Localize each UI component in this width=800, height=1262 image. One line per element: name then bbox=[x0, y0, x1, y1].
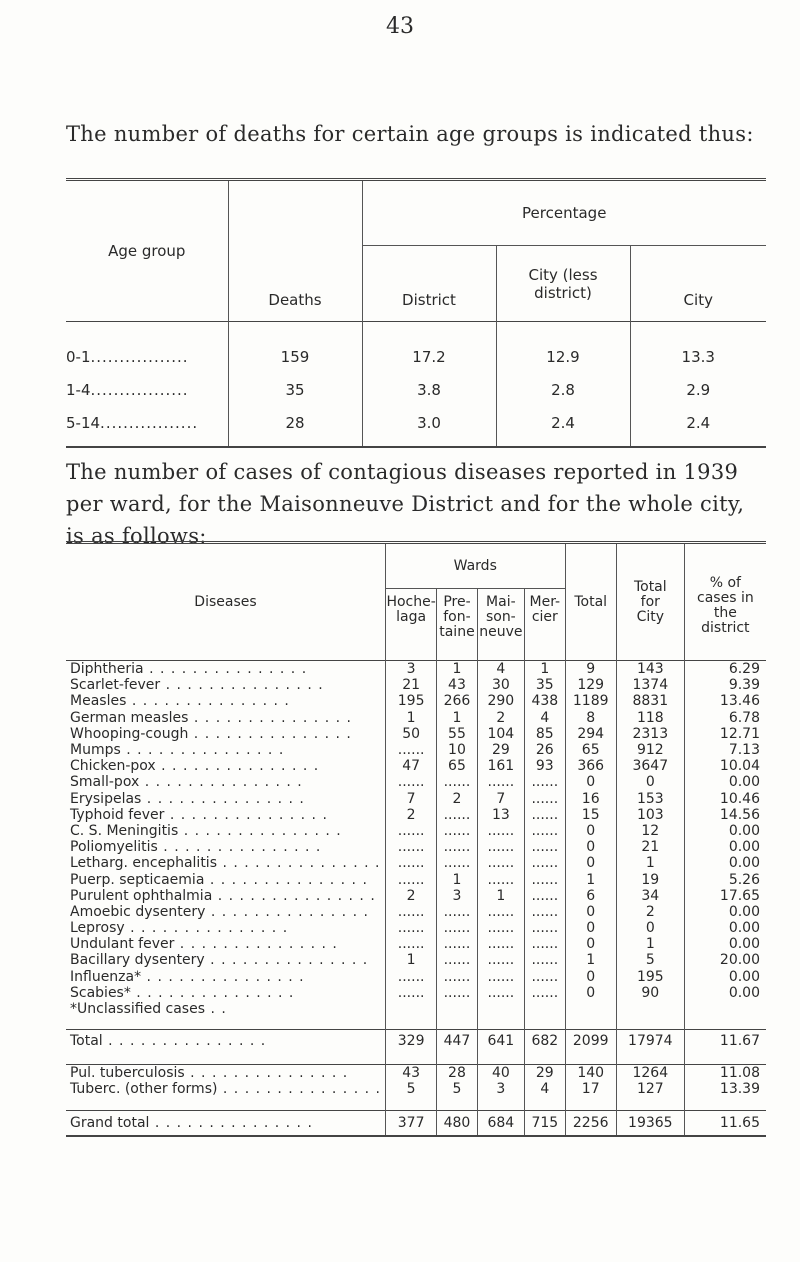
dot-leader: ................. bbox=[90, 381, 189, 399]
disease-row bbox=[66, 710, 766, 726]
hochelaga-cell: 47 bbox=[385, 758, 436, 774]
total-city-cell: 103 bbox=[616, 807, 684, 823]
total-cell: 129 bbox=[565, 677, 616, 693]
total-cell: 0 bbox=[565, 904, 616, 920]
mercier-cell: 85 bbox=[525, 726, 565, 742]
prefontaine-cell: 1 bbox=[437, 871, 477, 887]
hochelaga-cell: 1 bbox=[385, 952, 436, 968]
total-cell: 17 bbox=[565, 1081, 616, 1097]
disease-name-cell: Diphtheria . . . . . . . . . . . . . . . bbox=[70, 661, 308, 678]
total-cell: 16 bbox=[565, 791, 616, 807]
mercier-cell: 26 bbox=[525, 742, 565, 758]
hochelaga-cell: 2 bbox=[385, 807, 436, 823]
pct-district-cell: 12.71 bbox=[684, 726, 766, 742]
total-cell: 0 bbox=[565, 969, 616, 985]
prefontaine-cell: 5 bbox=[437, 1081, 477, 1097]
pct-district-cell: 6.78 bbox=[684, 710, 766, 726]
hochelaga-cell: ...... bbox=[385, 774, 436, 790]
maisonneuve-cell: 4 bbox=[477, 661, 524, 678]
disease-row bbox=[66, 952, 766, 968]
header-age-group: Age group bbox=[108, 242, 186, 260]
total-city-cell: 2 bbox=[616, 904, 684, 920]
maisonneuve-cell: 40 bbox=[477, 1065, 524, 1082]
pct-district-cell: 11.67 bbox=[684, 1030, 766, 1053]
disease-row bbox=[66, 855, 766, 871]
district-pct-cell: 17.2 bbox=[362, 322, 496, 367]
maisonneuve-cell: 1 bbox=[477, 888, 524, 904]
header-district: District bbox=[362, 246, 496, 322]
city-less-district-pct-cell: 2.4 bbox=[496, 399, 630, 447]
header-mercier: Mer-cier bbox=[525, 589, 565, 661]
maisonneuve-cell: ...... bbox=[477, 920, 524, 936]
hochelaga-cell: 21 bbox=[385, 677, 436, 693]
prefontaine-cell: ...... bbox=[437, 985, 477, 1001]
hochelaga-cell: ...... bbox=[385, 920, 436, 936]
mercier-cell: ...... bbox=[525, 985, 565, 1001]
header-total: Total bbox=[565, 543, 616, 661]
disease-name-cell: Puerp. septicaemia . . . . . . . . . . . . . . . bbox=[70, 871, 368, 888]
mercier-cell: ...... bbox=[525, 839, 565, 855]
hochelaga-cell: ...... bbox=[385, 985, 436, 1001]
total-cell: 0 bbox=[565, 839, 616, 855]
pct-district-cell: 0.00 bbox=[684, 936, 766, 952]
prefontaine-cell: 2 bbox=[437, 791, 477, 807]
header-wards: Wards bbox=[385, 543, 565, 589]
mercier-cell: 29 bbox=[525, 1065, 565, 1082]
dot-leader: . . . . . . . . . . . . . . . bbox=[126, 693, 290, 710]
prefontaine-cell: ...... bbox=[437, 855, 477, 871]
total-cell: 6 bbox=[565, 888, 616, 904]
deaths-cell: 28 bbox=[228, 399, 362, 447]
disease-name-cell: Total . . . . . . . . . . . . . . . bbox=[66, 1030, 385, 1053]
total-city-cell: 143 bbox=[616, 661, 684, 678]
dot-leader: . . . . . . . . . . . . . . . bbox=[102, 1033, 267, 1050]
age-group-deaths-table bbox=[66, 178, 766, 448]
hochelaga-cell: ...... bbox=[385, 839, 436, 855]
hochelaga-cell: ...... bbox=[385, 742, 436, 758]
pct-district-cell: 17.65 bbox=[684, 888, 766, 904]
dot-leader: . . . . . . . . . . . . . . . bbox=[188, 709, 352, 726]
hochelaga-cell: 195 bbox=[385, 693, 436, 709]
dot-leader: . . . . . . . . . . . . . . . bbox=[204, 871, 368, 888]
maisonneuve-cell: 3 bbox=[477, 1081, 524, 1097]
total-cell: 1 bbox=[565, 871, 616, 887]
mercier-cell: ...... bbox=[525, 888, 565, 904]
total-cell: 1189 bbox=[565, 693, 616, 709]
age-group-cell: 5-14................. bbox=[66, 414, 199, 432]
age-group-cell: 1-4................. bbox=[66, 381, 189, 399]
age-row bbox=[66, 322, 766, 367]
pct-district-cell: 14.56 bbox=[684, 807, 766, 823]
maisonneuve-cell: ...... bbox=[477, 969, 524, 985]
header-percentage: Percentage bbox=[362, 180, 766, 246]
disease-name-cell: Undulant fever . . . . . . . . . . . . . . . bbox=[70, 936, 338, 953]
disease-row bbox=[66, 677, 766, 693]
hochelaga-cell: 43 bbox=[385, 1065, 436, 1082]
prefontaine-cell: ...... bbox=[437, 839, 477, 855]
disease-name-cell: C. S. Meningitis . . . . . . . . . . . . . . . bbox=[70, 822, 342, 839]
maisonneuve-cell: 104 bbox=[477, 726, 524, 742]
pct-district-cell: 10.04 bbox=[684, 758, 766, 774]
disease-row bbox=[66, 661, 766, 678]
total-city-cell: 17974 bbox=[616, 1030, 684, 1053]
disease-row bbox=[66, 888, 766, 904]
dot-leader: . . . . . . . . . . . . . . . bbox=[130, 984, 295, 1001]
mercier-cell: ...... bbox=[525, 969, 565, 985]
disease-row bbox=[66, 726, 766, 742]
mercier-cell: 1 bbox=[525, 661, 565, 678]
prefontaine-cell: ...... bbox=[437, 774, 477, 790]
dot-leader: . . . . . . . . . . . . . . . bbox=[141, 790, 305, 807]
total-city-cell: 1 bbox=[616, 855, 684, 871]
disease-name-cell: Typhoid fever . . . . . . . . . . . . . . . bbox=[70, 806, 328, 823]
age-group-cell: 0-1................. bbox=[66, 348, 189, 366]
disease-name-cell: Amoebic dysentery . . . . . . . . . . . . . . . bbox=[70, 903, 369, 920]
mercier-cell: ...... bbox=[525, 904, 565, 920]
mercier-cell: ...... bbox=[525, 807, 565, 823]
prefontaine-cell: 10 bbox=[437, 742, 477, 758]
age-row bbox=[66, 366, 766, 399]
maisonneuve-cell: ...... bbox=[477, 936, 524, 952]
pct-district-cell: 0.00 bbox=[684, 904, 766, 920]
hochelaga-cell: ...... bbox=[385, 855, 436, 871]
mercier-cell: 4 bbox=[525, 710, 565, 726]
prefontaine-cell: ...... bbox=[437, 969, 477, 985]
pct-district-cell: 0.00 bbox=[684, 969, 766, 985]
total-city-cell: 153 bbox=[616, 791, 684, 807]
dot-leader: . . . . . . . . . . . . . . . bbox=[155, 758, 320, 775]
mercier-cell: 682 bbox=[525, 1030, 565, 1053]
header-prefontaine: Pre-fon-taine bbox=[437, 589, 477, 661]
dot-leader: . . . . . . . . . . . . . . . bbox=[174, 936, 338, 953]
footnote-unclassified: *Unclassified cases . . bbox=[70, 1001, 227, 1018]
dot-leader: . . . . . . . . . . . . . . . bbox=[205, 903, 369, 920]
disease-row bbox=[66, 742, 766, 758]
city-pct-cell: 2.4 bbox=[630, 399, 766, 447]
prefontaine-cell: 447 bbox=[437, 1030, 477, 1053]
hochelaga-cell: 1 bbox=[385, 710, 436, 726]
disease-row bbox=[66, 839, 766, 855]
spacer-row bbox=[66, 1052, 766, 1065]
disease-name-cell: Letharg. encephalitis . . . . . . . . . . . . . . . bbox=[70, 855, 381, 872]
prefontaine-cell: ...... bbox=[437, 823, 477, 839]
total-city-cell: 19365 bbox=[616, 1110, 684, 1136]
disease-name-cell: Chicken-pox . . . . . . . . . . . . . . . bbox=[70, 758, 320, 775]
deaths-cell: 159 bbox=[228, 322, 362, 367]
hochelaga-cell: 50 bbox=[385, 726, 436, 742]
pct-district-cell: 0.00 bbox=[684, 985, 766, 1001]
total-cell: 0 bbox=[565, 920, 616, 936]
pct-district-cell: 13.46 bbox=[684, 693, 766, 709]
disease-row bbox=[66, 871, 766, 887]
prefontaine-cell: 480 bbox=[437, 1110, 477, 1136]
pct-district-cell: 0.00 bbox=[684, 823, 766, 839]
hochelaga-cell: 7 bbox=[385, 791, 436, 807]
total-city-cell: 5 bbox=[616, 952, 684, 968]
total-city-cell: 195 bbox=[616, 969, 684, 985]
total-cell: 0 bbox=[565, 985, 616, 1001]
disease-row bbox=[66, 774, 766, 790]
dot-leader: . . . . . . . . . . . . . . . bbox=[164, 806, 328, 823]
intro-paragraph: The number of deaths for certain age groups is indicated thus: bbox=[66, 122, 754, 146]
pct-district-cell: 11.65 bbox=[684, 1110, 766, 1136]
total-city-cell: 90 bbox=[616, 985, 684, 1001]
maisonneuve-cell: ...... bbox=[477, 952, 524, 968]
header-pct-district: % of cases in the district bbox=[684, 543, 766, 661]
disease-row bbox=[66, 920, 766, 936]
spacer-row bbox=[66, 1098, 766, 1111]
total-city-cell: 2313 bbox=[616, 726, 684, 742]
maisonneuve-cell: 684 bbox=[477, 1110, 524, 1136]
mercier-cell: ...... bbox=[525, 952, 565, 968]
total-cell: 366 bbox=[565, 758, 616, 774]
dot-leader: . . . . . . . . . . . . . . . bbox=[120, 742, 285, 759]
prefontaine-cell: 43 bbox=[437, 677, 477, 693]
total-cell: 0 bbox=[565, 936, 616, 952]
hochelaga-cell: 5 bbox=[385, 1081, 436, 1097]
dot-leader: . . . . . . . . . . . . . . . bbox=[184, 1065, 349, 1082]
total-city-cell: 3647 bbox=[616, 758, 684, 774]
header-maisonneuve: Mai-son-neuve bbox=[477, 589, 524, 661]
total-city-cell: 34 bbox=[616, 888, 684, 904]
maisonneuve-cell: 7 bbox=[477, 791, 524, 807]
mercier-cell: 438 bbox=[525, 693, 565, 709]
dot-leader: . . . . . . . . . . . . . . . bbox=[204, 952, 369, 969]
prefontaine-cell: 3 bbox=[437, 888, 477, 904]
pct-district-cell: 10.46 bbox=[684, 791, 766, 807]
maisonneuve-cell: ...... bbox=[477, 904, 524, 920]
total-city-cell: 118 bbox=[616, 710, 684, 726]
disease-name-cell: Measles . . . . . . . . . . . . . . . bbox=[70, 693, 290, 710]
dot-leader: . . . . . . . . . . . . . . . bbox=[217, 855, 381, 872]
hochelaga-cell: 329 bbox=[385, 1030, 436, 1053]
deaths-cell: 35 bbox=[228, 366, 362, 399]
disease-name-cell: Scabies* . . . . . . . . . . . . . . . bbox=[70, 984, 295, 1001]
disease-name-cell: Mumps . . . . . . . . . . . . . . . bbox=[70, 742, 285, 759]
hochelaga-cell: 2 bbox=[385, 888, 436, 904]
disease-row bbox=[66, 693, 766, 709]
total-city-cell: 1 bbox=[616, 936, 684, 952]
disease-name-cell: Tuberc. (other forms) . . . . . . . . . . . . . . . bbox=[70, 1081, 381, 1098]
hochelaga-cell: ...... bbox=[385, 904, 436, 920]
disease-name-cell: Pul. tuberculosis . . . . . . . . . . . . . . . bbox=[66, 1065, 385, 1082]
disease-row bbox=[66, 969, 766, 985]
disease-name-cell: Grand total . . . . . . . . . . . . . . . bbox=[66, 1110, 385, 1136]
maisonneuve-cell: ...... bbox=[477, 774, 524, 790]
dot-leader: ................. bbox=[90, 348, 189, 366]
prefontaine-cell: ...... bbox=[437, 807, 477, 823]
header-diseases: Diseases bbox=[194, 593, 257, 610]
total-cell: 0 bbox=[565, 855, 616, 871]
footnote-row bbox=[66, 1001, 766, 1017]
pct-district-cell: 0.00 bbox=[684, 920, 766, 936]
total-city-cell: 0 bbox=[616, 774, 684, 790]
total-cell: 0 bbox=[565, 774, 616, 790]
hochelaga-cell: ...... bbox=[385, 871, 436, 887]
dot-leader: . . bbox=[205, 1001, 227, 1018]
total-cell: 294 bbox=[565, 726, 616, 742]
mercier-cell: ...... bbox=[525, 855, 565, 871]
header-deaths: Deaths bbox=[228, 180, 362, 322]
hochelaga-cell: ...... bbox=[385, 823, 436, 839]
dot-leader: . . . . . . . . . . . . . . . bbox=[143, 661, 308, 678]
mercier-cell: ...... bbox=[525, 920, 565, 936]
total-city-cell: 127 bbox=[616, 1081, 684, 1097]
disease-row bbox=[66, 985, 766, 1001]
header-city: City bbox=[630, 246, 766, 322]
dot-leader: . . . . . . . . . . . . . . . bbox=[124, 920, 289, 937]
city-less-district-pct-cell: 2.8 bbox=[496, 366, 630, 399]
dot-leader: . . . . . . . . . . . . . . . bbox=[139, 774, 303, 791]
total-city-cell: 1374 bbox=[616, 677, 684, 693]
hochelaga-cell: 3 bbox=[385, 661, 436, 678]
hochelaga-cell: 377 bbox=[385, 1110, 436, 1136]
total-city-cell: 0 bbox=[616, 920, 684, 936]
prefontaine-cell: 1 bbox=[437, 710, 477, 726]
dot-leader: . . . . . . . . . . . . . . . bbox=[157, 839, 322, 856]
total-cell: 0 bbox=[565, 823, 616, 839]
disease-name-cell: Bacillary dysentery . . . . . . . . . . . . . . . bbox=[70, 952, 369, 969]
pct-district-cell: 0.00 bbox=[684, 839, 766, 855]
disease-name-cell: Whooping-cough . . . . . . . . . . . . . . . bbox=[70, 725, 352, 742]
prefontaine-cell: ...... bbox=[437, 936, 477, 952]
mercier-cell: 4 bbox=[525, 1081, 565, 1097]
disease-name-cell: Small-pox . . . . . . . . . . . . . . . bbox=[70, 774, 303, 791]
spacer-row bbox=[66, 1017, 766, 1030]
prefontaine-cell: 65 bbox=[437, 758, 477, 774]
disease-row bbox=[66, 936, 766, 952]
page-number: 43 bbox=[386, 14, 414, 39]
disease-name-cell: Scarlet-fever . . . . . . . . . . . . . . . bbox=[70, 677, 324, 694]
pct-district-cell: 0.00 bbox=[684, 855, 766, 871]
total-cell: 15 bbox=[565, 807, 616, 823]
maisonneuve-cell: 290 bbox=[477, 693, 524, 709]
dot-leader: . . . . . . . . . . . . . . . bbox=[178, 822, 342, 839]
disease-row bbox=[66, 904, 766, 920]
total-city-cell: 21 bbox=[616, 839, 684, 855]
mercier-cell: 93 bbox=[525, 758, 565, 774]
disease-name-cell: German measles . . . . . . . . . . . . . . . bbox=[70, 709, 352, 726]
city-pct-cell: 13.3 bbox=[630, 322, 766, 367]
total-cell: 65 bbox=[565, 742, 616, 758]
dot-leader: . . . . . . . . . . . . . . . bbox=[212, 887, 376, 904]
prefontaine-cell: ...... bbox=[437, 952, 477, 968]
disease-name-cell: Erysipelas . . . . . . . . . . . . . . . bbox=[70, 790, 305, 807]
maisonneuve-cell: 29 bbox=[477, 742, 524, 758]
grand-total-row bbox=[66, 1110, 766, 1136]
maisonneuve-cell: ...... bbox=[477, 823, 524, 839]
pct-district-cell: 6.29 bbox=[684, 661, 766, 678]
dot-leader: ................. bbox=[100, 414, 199, 432]
prefontaine-cell: 266 bbox=[437, 693, 477, 709]
maisonneuve-cell: 13 bbox=[477, 807, 524, 823]
total-cell: 2256 bbox=[565, 1110, 616, 1136]
total-city-cell: 912 bbox=[616, 742, 684, 758]
disease-row bbox=[66, 823, 766, 839]
maisonneuve-cell: 30 bbox=[477, 677, 524, 693]
district-pct-cell: 3.0 bbox=[362, 399, 496, 447]
dot-leader: . . . . . . . . . . . . . . . bbox=[149, 1114, 313, 1131]
disease-row bbox=[66, 758, 766, 774]
mercier-cell: 715 bbox=[525, 1110, 565, 1136]
tuberculosis-row bbox=[66, 1081, 766, 1097]
mercier-cell: ...... bbox=[525, 823, 565, 839]
maisonneuve-cell: ...... bbox=[477, 839, 524, 855]
total-cell: 8 bbox=[565, 710, 616, 726]
maisonneuve-cell: 2 bbox=[477, 710, 524, 726]
total-cell: 140 bbox=[565, 1065, 616, 1082]
prefontaine-cell: 28 bbox=[437, 1065, 477, 1082]
prefontaine-cell: 1 bbox=[437, 661, 477, 678]
header-city-less-district: City (less district) bbox=[496, 246, 630, 322]
prefontaine-cell: ...... bbox=[437, 904, 477, 920]
total-city-cell: 19 bbox=[616, 871, 684, 887]
total-cell: 2099 bbox=[565, 1030, 616, 1053]
mercier-cell: 35 bbox=[525, 677, 565, 693]
city-pct-cell: 2.9 bbox=[630, 366, 766, 399]
maisonneuve-cell: 641 bbox=[477, 1030, 524, 1053]
hochelaga-cell: ...... bbox=[385, 969, 436, 985]
disease-name-cell: Influenza* . . . . . . . . . . . . . . . bbox=[70, 968, 305, 985]
disease-row bbox=[66, 807, 766, 823]
mercier-cell: ...... bbox=[525, 774, 565, 790]
mercier-cell: ...... bbox=[525, 791, 565, 807]
total-city-cell: 8831 bbox=[616, 693, 684, 709]
disease-name-cell: Leprosy . . . . . . . . . . . . . . . bbox=[70, 920, 289, 937]
pct-district-cell: 0.00 bbox=[684, 774, 766, 790]
dot-leader: . . . . . . . . . . . . . . . bbox=[141, 968, 305, 985]
age-row bbox=[66, 399, 766, 447]
total-city-cell: 1264 bbox=[616, 1065, 684, 1082]
maisonneuve-cell: ...... bbox=[477, 855, 524, 871]
disease-row bbox=[66, 791, 766, 807]
total-row bbox=[66, 1030, 766, 1053]
pct-district-cell: 9.39 bbox=[684, 677, 766, 693]
contagious-diseases-table bbox=[66, 541, 766, 1137]
header-hochelaga: Hoche-laga bbox=[385, 589, 436, 661]
total-cell: 9 bbox=[565, 661, 616, 678]
pct-district-cell: 5.26 bbox=[684, 871, 766, 887]
city-less-district-pct-cell: 12.9 bbox=[496, 322, 630, 367]
mercier-cell: ...... bbox=[525, 936, 565, 952]
cases-paragraph: The number of cases of contagious diseases reported in 1939 per ward, for the Maisonneuve District and for the whole city, is as follows: bbox=[66, 460, 745, 548]
district-pct-cell: 3.8 bbox=[362, 366, 496, 399]
pct-district-cell: 13.39 bbox=[684, 1081, 766, 1097]
total-city-cell: 12 bbox=[616, 823, 684, 839]
tuberculosis-row bbox=[66, 1065, 766, 1082]
maisonneuve-cell: ...... bbox=[477, 985, 524, 1001]
pct-district-cell: 11.08 bbox=[684, 1065, 766, 1082]
total-cell: 1 bbox=[565, 952, 616, 968]
disease-name-cell: Poliomyelitis . . . . . . . . . . . . . . . bbox=[70, 839, 322, 856]
dot-leader: . . . . . . . . . . . . . . . bbox=[217, 1081, 381, 1098]
maisonneuve-cell: 161 bbox=[477, 758, 524, 774]
pct-district-cell: 20.00 bbox=[684, 952, 766, 968]
prefontaine-cell: 55 bbox=[437, 726, 477, 742]
prefontaine-cell: ...... bbox=[437, 920, 477, 936]
maisonneuve-cell: ...... bbox=[477, 871, 524, 887]
dot-leader: . . . . . . . . . . . . . . . bbox=[188, 725, 352, 742]
hochelaga-cell: ...... bbox=[385, 936, 436, 952]
pct-district-cell: 7.13 bbox=[684, 742, 766, 758]
dot-leader: . . . . . . . . . . . . . . . bbox=[160, 677, 324, 694]
disease-name-cell: Purulent ophthalmia . . . . . . . . . . . . . . . bbox=[70, 887, 376, 904]
header-total-city: Total for City bbox=[616, 543, 684, 661]
mercier-cell: ...... bbox=[525, 871, 565, 887]
